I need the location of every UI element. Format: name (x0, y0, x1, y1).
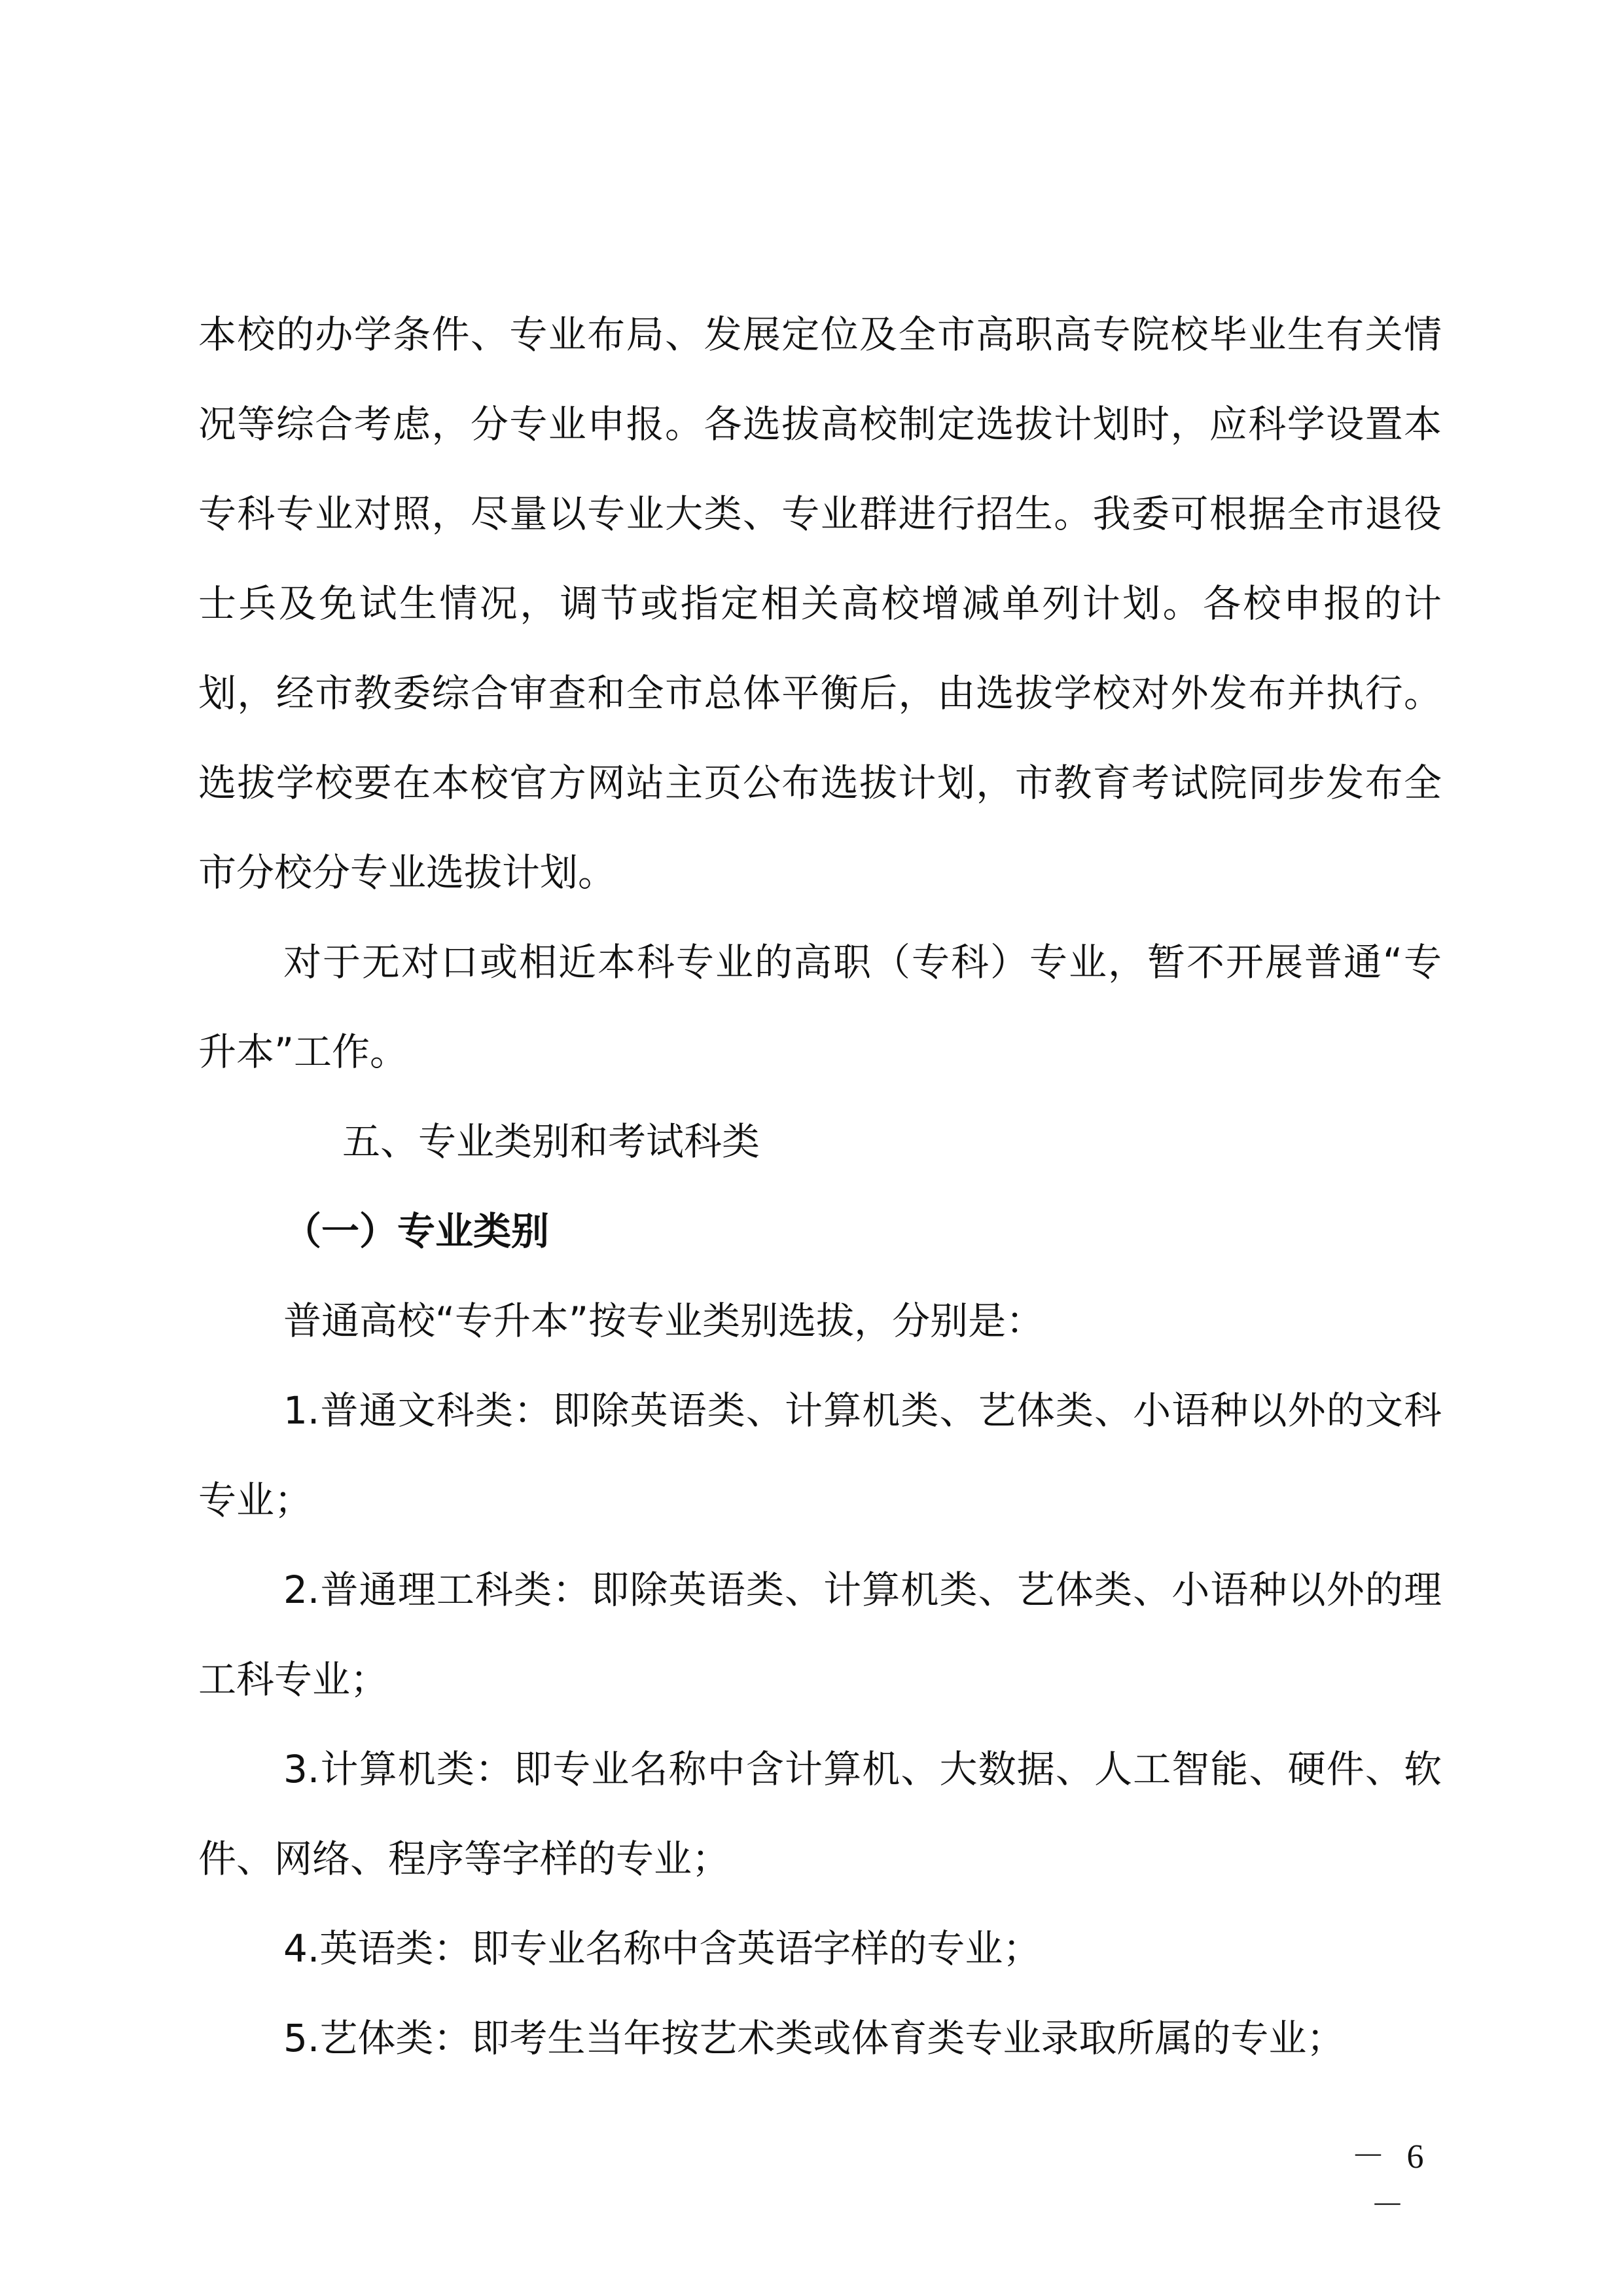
category-item-liberal-arts: 1.普通文科类：即除英语类、计算机类、艺体类、小语种以外的文科专业； (198, 1388, 1442, 1522)
paragraph-no-matching-major: 对于无对口或相近本科专业的高职（专科）专业，暂不开展普通“专升本”工作。 (198, 940, 1442, 1074)
paragraph-planning: 本校的办学条件、专业布局、发展定位及全市高职高专院校毕业生有关情况等综合考虑，分专业申报。各选拔高校制定选拔计划时，应科学设置本专科专业对照，尽量以专业大类、专业群进行招生。我委可根据全市退役士兵及免试生情况，调节或指定相关高校增减单列计划。各校申报的计划，经市教委综合审查和全市总体平衡后，由选拔学校对外发布并执行。选拔学校要在本校官方网站主页公布选拔计划，市教育考试院同步发布全市分校分专业选拔计划。 (198, 312, 1442, 895)
section-heading: 五、专业类别和考试科类 (342, 1119, 760, 1164)
category-item-arts-sports: 5.艺体类：即考生当年按艺术类或体育类专业录取所属的专业； (283, 2016, 1345, 2060)
subsection-heading: （一）专业类别 (283, 1209, 550, 1253)
document-body (198, 290, 1442, 2083)
category-item-english: 4.英语类：即专业名称中含英语字样的专业； (283, 1926, 1041, 1971)
category-intro: 普通高校“专升本”按专业类别选拔，分别是： (283, 1299, 1044, 1343)
category-item-science-engineering: 2.普通理工科类：即除英语类、计算机类、艺体类、小语种以外的理工科专业； (198, 1568, 1442, 1702)
category-item-computer: 3.计算机类：即专业名称中含计算机、大数据、人工智能、硬件、软件、网络、程序等字样的专业； (198, 1747, 1442, 1881)
page-number: － 6 － (1351, 2138, 1431, 2225)
